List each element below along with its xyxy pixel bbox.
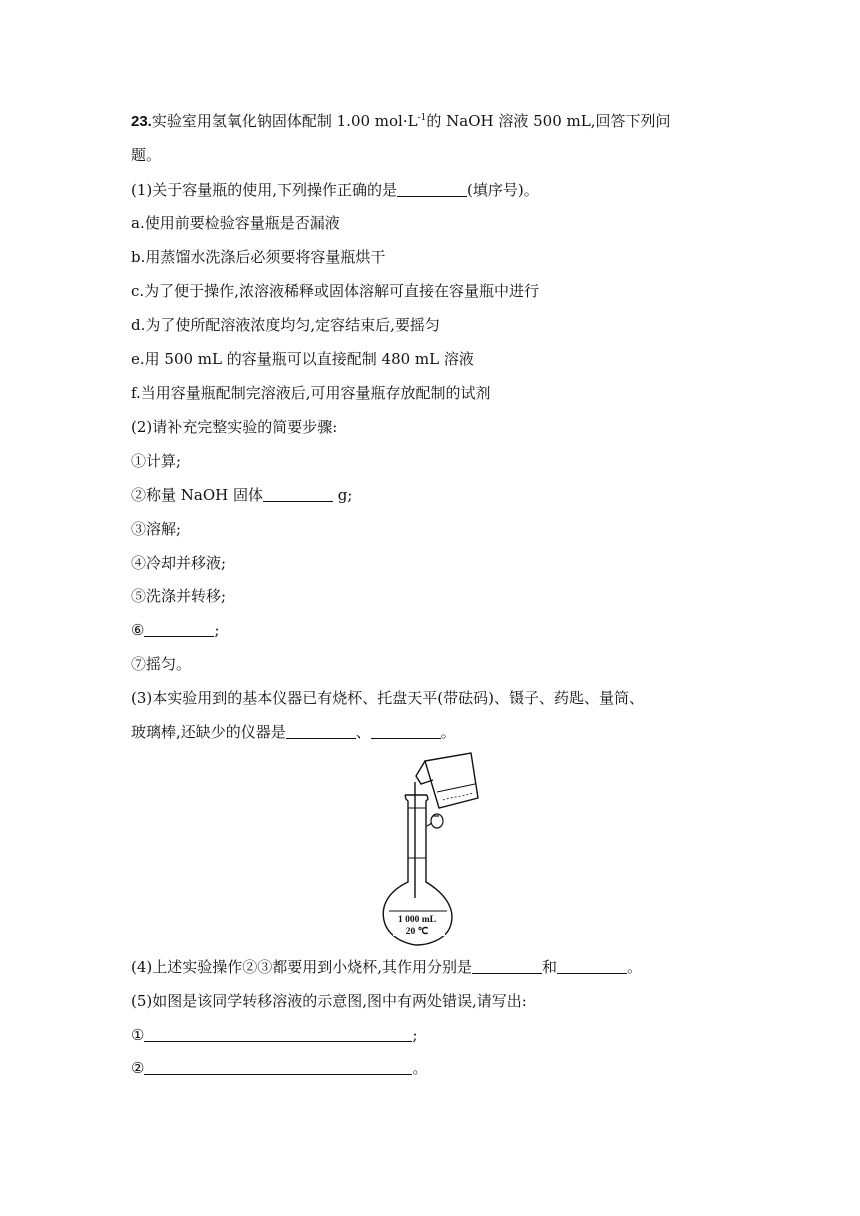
part1-prompt-text: (1)关于容量瓶的使用,下列操作正确的是: [131, 181, 398, 199]
part1-prompt: [131, 180, 539, 200]
part3-line2: [131, 722, 456, 742]
part4-conjunction: 和: [542, 958, 558, 976]
part4-end: 。: [627, 958, 643, 976]
beaker-icon: [416, 753, 478, 808]
step-2-unit: g;: [332, 486, 353, 504]
answer-1-end: ;: [412, 1026, 418, 1044]
answer-blank-step2[interactable]: [263, 486, 333, 502]
part4-text: (4)上述实验操作②③都要用到小烧杯,其作用分别是: [131, 958, 473, 976]
step-4: ④冷却并移液;: [131, 554, 227, 572]
question-stem-line1: [131, 111, 670, 132]
step-5: ⑤洗涤并转移;: [131, 587, 227, 605]
step-2-text: ②称量 NaOH 固体: [131, 486, 263, 504]
question-number: 23.: [131, 113, 152, 130]
part3-separator: 、: [355, 723, 371, 741]
volumetric-flask-figure: [381, 748, 491, 948]
stem-text-a: 实验室用氢氧化钠固体配制 1.00 mol·L: [151, 112, 418, 130]
option-c: c.为了便于操作,浓溶液稀释或固体溶解可直接在容量瓶中进行: [131, 282, 539, 300]
answer-blank-step6[interactable]: [144, 621, 214, 637]
flask-stopper-icon: [427, 814, 443, 828]
step-1: ①计算;: [131, 452, 182, 470]
part5-answer-2: [131, 1058, 427, 1078]
flask-capacity-label: 1 000 mL: [398, 915, 436, 925]
stem-text-b: 的 NaOH 溶液 500 mL,回答下列问: [426, 112, 671, 130]
answer-blank-part4-a[interactable]: [472, 958, 542, 974]
part1-prompt-suffix: (填序号)。: [467, 181, 539, 199]
answer-blank-part4-b[interactable]: [557, 958, 627, 974]
answer-blank-part5-1[interactable]: [144, 1026, 412, 1042]
answer-1-label: ①: [131, 1026, 145, 1044]
answer-2-end: 。: [412, 1059, 428, 1077]
part3-text: 玻璃棒,还缺少的仪器是: [131, 723, 286, 741]
stem-superscript: -1: [417, 113, 427, 123]
part2-prompt: (2)请补充完整实验的简要步骤:: [131, 418, 338, 436]
part3-line1: (3)本实验用到的基本仪器已有烧杯、托盘天平(带砝码)、镊子、药匙、量筒、: [131, 689, 644, 707]
part5-prompt: (5)如图是该同学转移溶液的示意图,图中有两处错误,请写出:: [131, 992, 527, 1010]
step-2: [131, 485, 352, 505]
step-7: ⑦摇匀。: [131, 655, 192, 673]
flask-temperature-label: 20 ℃: [405, 927, 429, 937]
part4: [131, 957, 642, 977]
option-e: e.用 500 mL 的容量瓶可以直接配制 480 mL 溶液: [131, 350, 474, 368]
answer-blank-part3-a[interactable]: [286, 723, 356, 739]
part3-end: 。: [440, 723, 456, 741]
step-3: ③溶解;: [131, 520, 182, 538]
answer-blank-part1[interactable]: [397, 181, 467, 197]
step-6-end: ;: [214, 621, 220, 639]
part5-answer-1: [131, 1025, 418, 1045]
option-d: d.为了使所配溶液浓度均匀,定容结束后,要摇匀: [131, 316, 440, 334]
step-6-label: ⑥: [131, 621, 145, 639]
option-a: a.使用前要检验容量瓶是否漏液: [131, 214, 340, 232]
answer-blank-part3-b[interactable]: [371, 723, 441, 739]
step-6: [131, 620, 220, 640]
answer-blank-part5-2[interactable]: [144, 1059, 412, 1075]
option-f: f.当用容量瓶配制完溶液后,可用容量瓶存放配制的试剂: [131, 384, 491, 402]
answer-2-label: ②: [131, 1059, 145, 1077]
option-b: b.用蒸馏水洗涤后必须要将容量瓶烘干: [131, 248, 386, 266]
question-stem-line2: 题。: [131, 146, 162, 164]
